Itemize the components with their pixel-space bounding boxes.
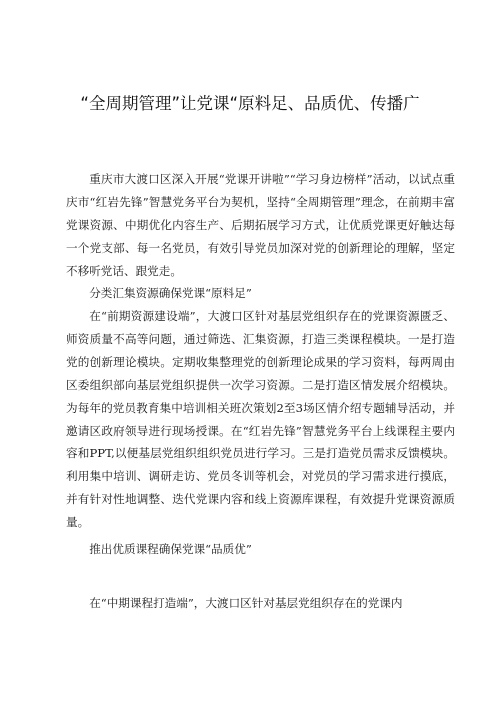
- resources-paragraph: 在“前期资源建设端”，大渡口区针对基层党组织存在的党课资源匮乏、师资质量不高等问题，通过筛选、汇集资源，打造三类课程模块。一是打造党的创新理论模块。定期收集整理党的创新理论成果的学习资料，每两周由区委组织部向基层党组织提供一次学习资源。二是打造区情发展介绍模块。为每年的党员教育集中培训相关班次策划2至3场区情介绍专题辅导活动，并邀请区政府领导进行现场授课。在“红岩先锋”智慧党务平台上线课程主要内容和PPT,以便基层党组织组织党员进行学习。三是打造党员需求反馈模块。利用集中培训、调研走访、党员冬训等机会，对党员的学习需求进行摸底，并有针对性地调整、迭代党课内容和线上资源库课程，有效提升党课资源质量。: [66, 309, 455, 530]
- quality-paragraph-start: 在“中期课程打造端”，大渡口区针对基层党组织存在的党课内: [89, 596, 403, 610]
- intro-paragraph: 重庆市大渡口区深入开展“党课开讲啦”“学习身边榜样”活动，以试点重庆市“红岩先锋”智慧党务平台为契机，坚持“全周期管理”理念，在前期丰富党课资源、中期优化内容生产、后期拓展学习方式，让优质党课更好触达每一个党支部、每一名党员，有效引导党员加深对党的创新理论的理解，坚定不移听党话、跟党走。: [66, 172, 455, 278]
- section-heading-resources: 分类汇集资源确保党课“原料足”: [89, 286, 252, 300]
- document-title: “全周期管理”让党课“原料足、品质优、传播广: [80, 94, 420, 113]
- section-heading-quality: 推出优质课程确保党课“品质优”: [89, 542, 252, 556]
